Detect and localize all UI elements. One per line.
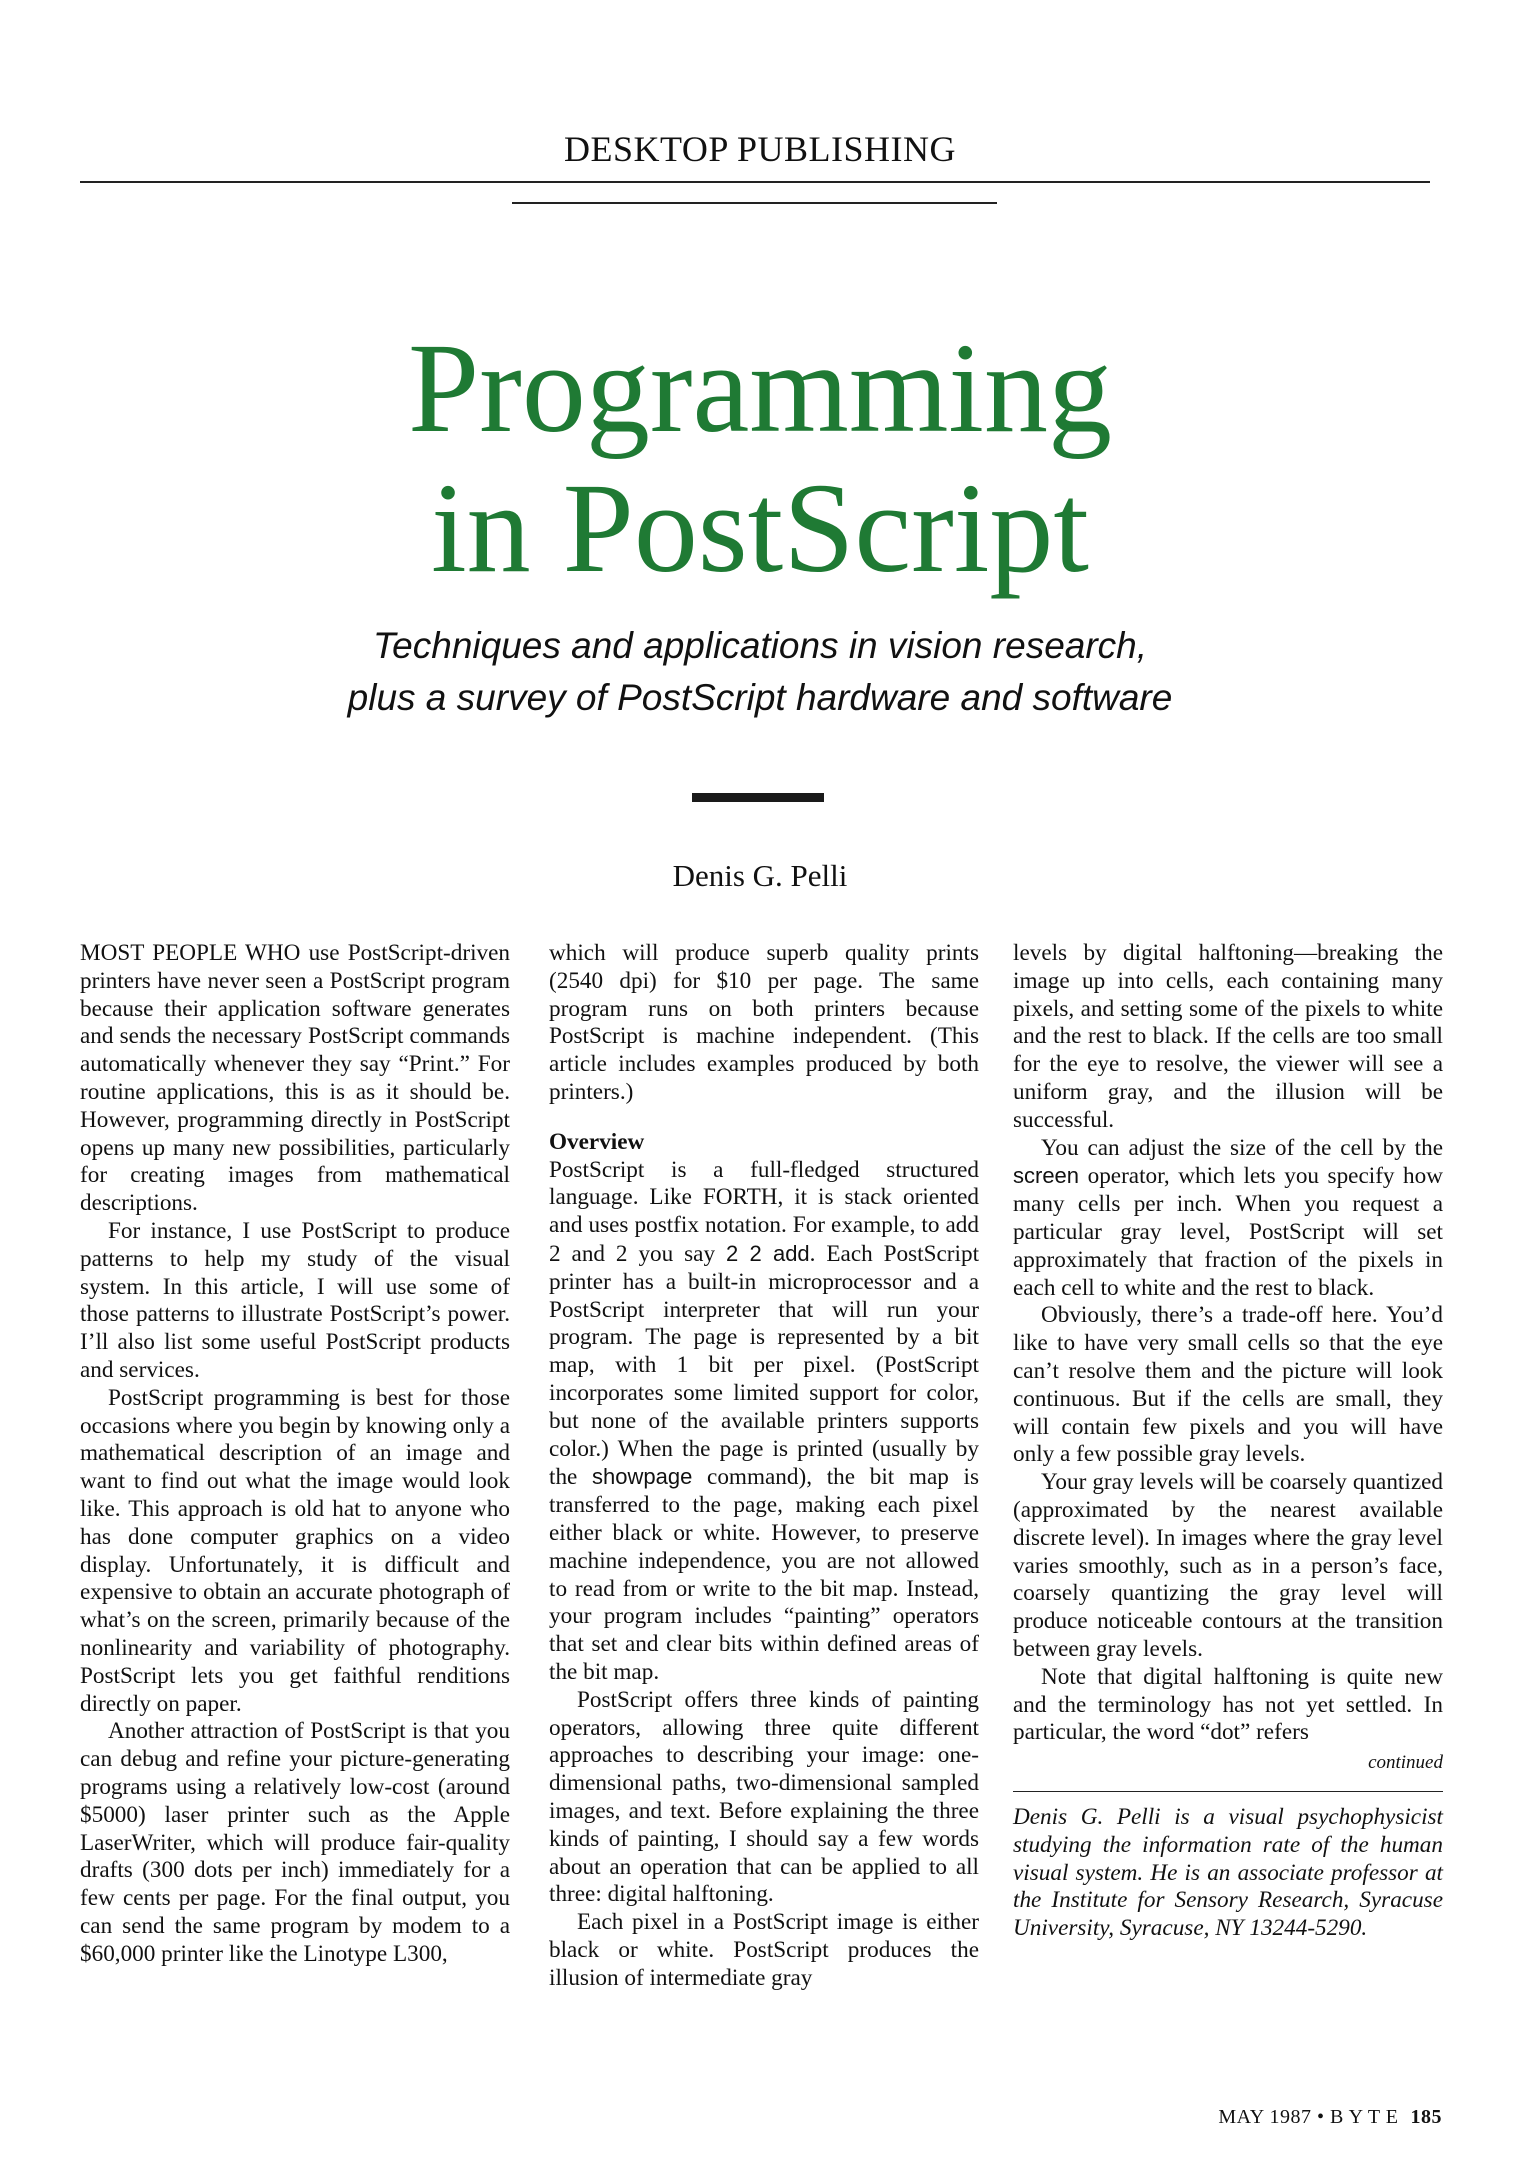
article-subtitle <box>0 620 1520 724</box>
paragraph: You can adjust the size of the cell by the screen operator, which lets you specify how many cells per inch. When you request a particular gray level, PostScript will set approximately that fraction of the pixels in each cell to white and the rest to black. <box>1013 1134 1443 1301</box>
paragraph: MOST PEOPLE WHO use PostScript-driven printers have never seen a PostScript program because their application software generates and sends the necessary PostScript commands automatically whenever they say “Print.” For routine applications, this is as it should be. However, programming directly in PostScript opens up many new possibilities, particularly for creating images from mathematical descriptions. <box>80 940 510 1217</box>
code-snippet: screen <box>1013 1163 1080 1189</box>
subtitle-line-2: plus a survey of PostScript hardware and software <box>347 677 1173 718</box>
paragraph: PostScript offers three kinds of painting operators, allowing three quite different approaches to describing your image: one-dimensional paths, two-dimensional sampled images, and text. Before explaining the three kinds of painting, I should say a few words about an operation that can be applied to all three: digital halftoning. <box>549 1686 979 1908</box>
header-rule-long <box>80 181 1430 183</box>
decorative-bar <box>692 793 824 802</box>
column-1 <box>80 940 510 1968</box>
author-byline: Denis G. Pelli <box>672 858 848 893</box>
paragraph: PostScript is a full-fledged structured language. Like FORTH, it is stack oriented and uses postfix notation. For example, to add 2 and 2 you say 2 2 add. Each PostScript printer has a built-in microprocessor and a PostScript interpreter that will run your program. The page is represented by a bit map, with 1 bit per pixel. (PostScript incorporates some limited support for color, but none of the available printers supports color.) When the page is printed (usually by the showpage command), the bit map is transferred to the page, making each pixel either black or white. However, to preserve machine independence, you are not allowed to read from or write to the bit map. Instead, your program includes “painting” operators that set and clear bits within defined areas of the bit map. <box>549 1156 980 1685</box>
paragraph: Each pixel in a PostScript image is either black or white. PostScript produces the illusion of intermediate gray <box>549 1909 979 1991</box>
column-2 <box>549 940 979 1992</box>
paragraph: PostScript programming is best for those occasions where you begin by knowing only a mathematical description of an image and want to find out what the image would look like. This approach is old hat to anyone who has done computer graphics on a video display. Unfortunately, it is difficult and expensive to obtain an accurate photograph of what’s on the screen, primarily because of the nonlinearity and variability of photography. PostScript lets you get faithful renditions directly on paper. <box>80 1384 510 1717</box>
section-heading: DESKTOP PUBLISHING <box>563 129 957 169</box>
page-footer <box>1218 2106 1442 2129</box>
column-3 <box>1013 940 1443 1943</box>
paragraph: Another attraction of PostScript is that you can debug and refine your picture-generating programs using a relatively low-cost (around $5000) laser printer such as the Apple LaserWriter, which will produce fair-quality drafts (300 dots per inch) immediately for a few cents per page. For the final output, you can send the same program by modem to a $60,000 printer like the Linotype L300, <box>80 1718 510 1967</box>
paragraph: Your gray levels will be coarsely quantized (approximated by the nearest available discrete level). In images where the gray level varies smoothly, such as in a person’s face, coarsely quantizing the gray level will produce noticeable contours at the transition between gray levels. <box>1013 1469 1443 1662</box>
continued-note: continued <box>1368 1752 1443 1774</box>
page-number: 185 <box>1410 2106 1442 2128</box>
header-rule-short <box>512 202 997 204</box>
bio-rule <box>1013 1791 1443 1792</box>
paragraph: For instance, I use PostScript to produce patterns to help my study of the visual system. In this article, I will use some of those patterns to illustrate PostScript’s power. I’ll also list some useful PostScript products and services. <box>80 1217 510 1383</box>
paragraph: levels by digital halftoning—breaking the image up into cells, each containing many pixels, and setting some of the pixels to white and the rest to black. If the cells are too small for the eye to resolve, the viewer will see a uniform gray, and the illusion will be successful. <box>1013 940 1443 1133</box>
section-subheading: Overview <box>549 1128 645 1155</box>
paragraph: which will produce superb quality prints (2540 dpi) for $10 per page. The same program runs on both printers because PostScript is machine independent. (This article includes examples produced by both printers.) <box>549 940 979 1105</box>
title-line-1: Programming <box>408 317 1112 459</box>
paragraph: Obviously, there’s a trade-off here. You’d like to have very small cells so that the eye can’t resolve them and the picture will look continuous. But if the cells are small, they will contain few pixels and you will have only a few possible gray levels. <box>1013 1302 1443 1468</box>
article-title <box>0 318 1520 598</box>
issue-info: MAY 1987 • B Y T E <box>1218 2106 1399 2128</box>
title-line-2: in PostScript <box>431 457 1089 599</box>
subtitle-line-1: Techniques and applications in vision research, <box>372 625 1148 666</box>
paragraph: Note that digital halftoning is quite new and the terminology has not yet settled. In particular, the word “dot” refers <box>1013 1663 1443 1746</box>
code-snippet: 2 2 add <box>726 1240 810 1266</box>
author-bio: Denis G. Pelli is a visual psychophysicist studying the information rate of the human visual system. He is an associate professor at the Institute for Sensory Research, Syracuse University, Syracuse, NY 13244-5290. <box>1013 1803 1443 1942</box>
code-snippet: showpage <box>592 1464 693 1490</box>
